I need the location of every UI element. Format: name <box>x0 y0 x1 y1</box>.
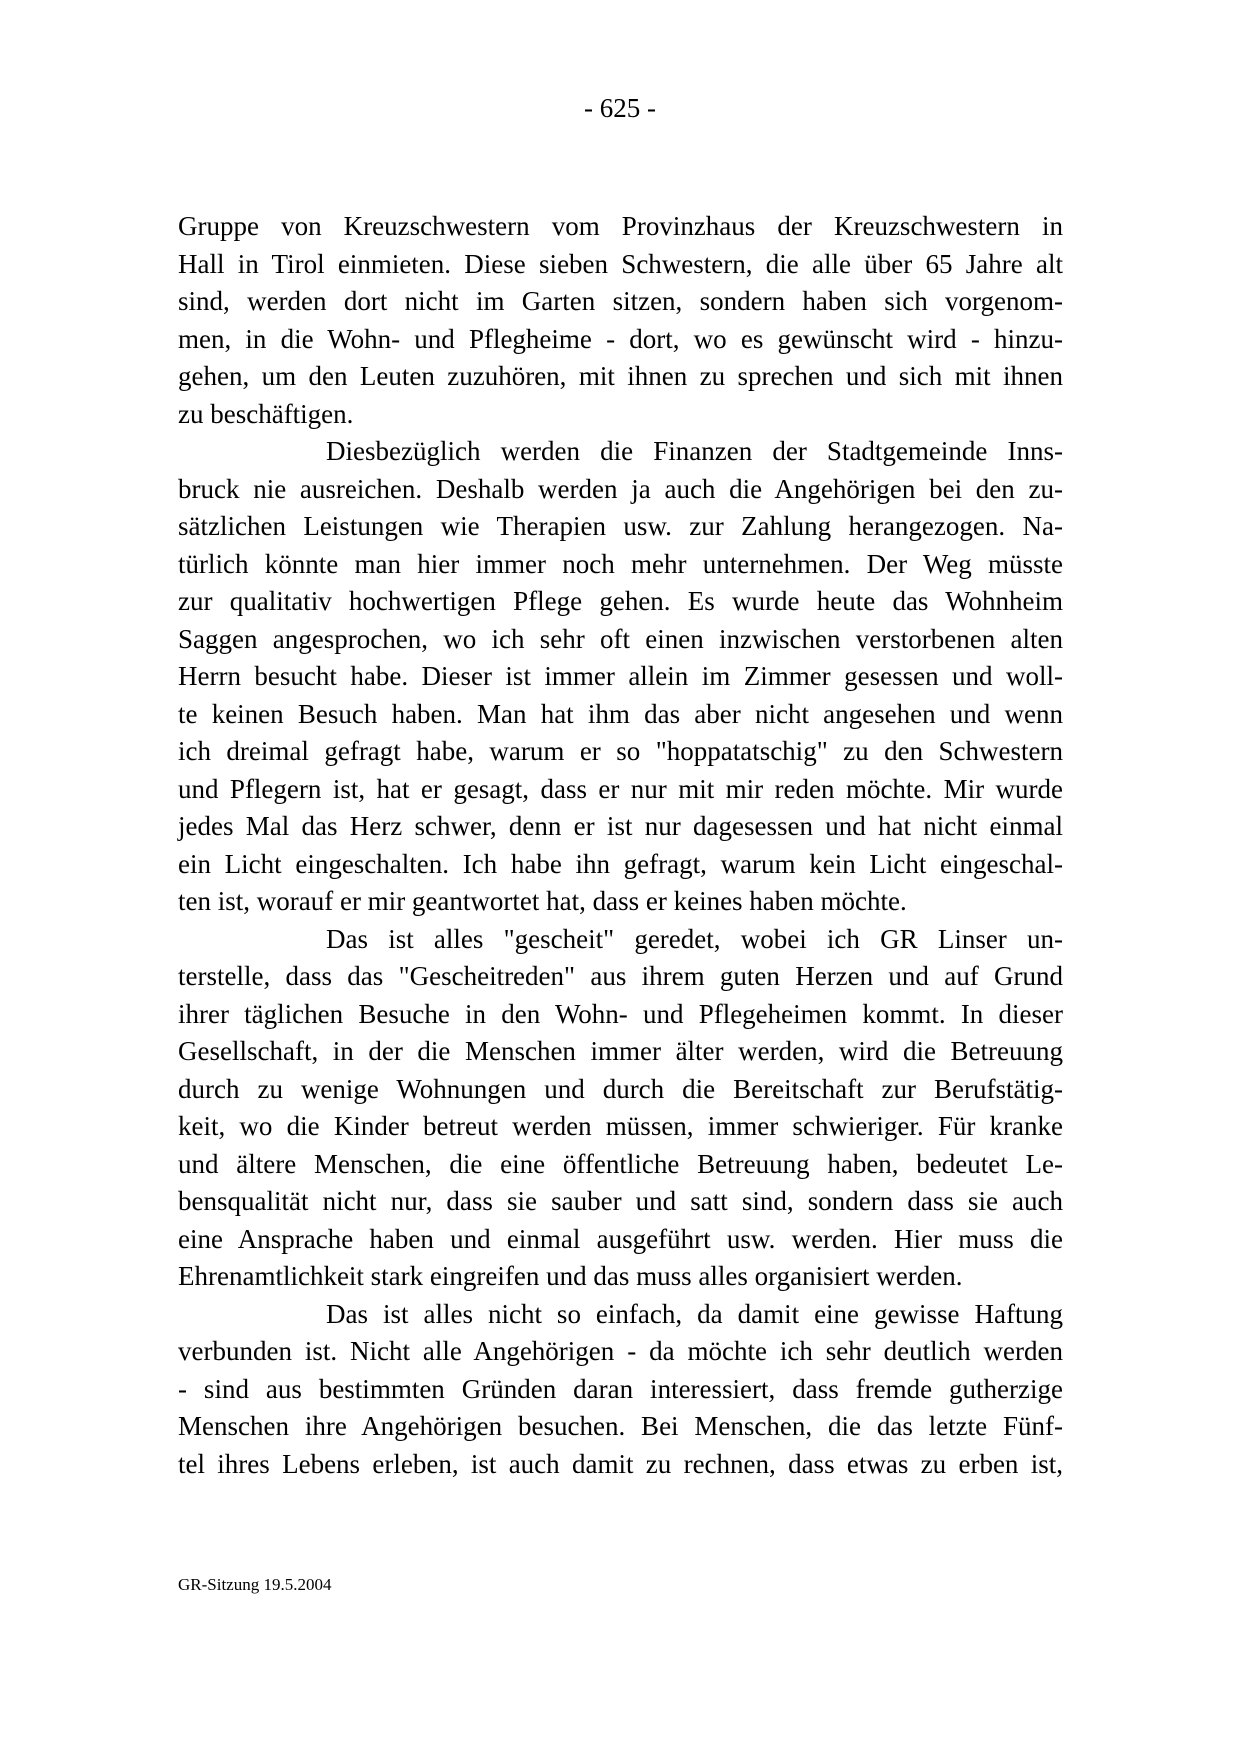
paragraph <box>178 1296 1063 1484</box>
page-number: - 625 - <box>584 93 656 123</box>
text-line: - sind aus bestimmten Gründen daran interessiert, dass fremde gutherzige <box>178 1373 1063 1404</box>
text-line: Menschen ihre Angehörigen besuchen. Bei Menschen, die das letzte Fünf- <box>178 1411 1063 1441</box>
paragraph <box>178 921 1063 1296</box>
text-line: eine Ansprache haben und einmal ausgeführt usw. werden. Hier muss die <box>178 1223 1063 1254</box>
text-line: ein Licht eingeschalten. Ich habe ihn gefragt, warum kein Licht eingeschal- <box>178 848 1063 879</box>
text-line: Das ist alles nicht so einfach, da damit eine gewisse Haftung <box>326 1298 1063 1329</box>
text-line: Hall in Tirol einmieten. Diese sieben Schwestern, die alle über 65 Jahre alt <box>178 248 1063 279</box>
body-text <box>178 208 1063 1483</box>
text-line: ich dreimal gefragt habe, warum er so "hoppatatschig" zu den Schwestern <box>178 736 1063 766</box>
text-line: te keinen Besuch haben. Man hat ihm das aber nicht angesehen und wenn <box>178 698 1063 729</box>
text-line: ihrer täglichen Besuche in den Wohn- und Pflegeheimen kommt. In dieser <box>178 998 1063 1029</box>
text-line: Gruppe von Kreuzschwestern vom Provinzhaus der Kreuzschwestern in <box>178 211 1063 241</box>
text-line: verbunden ist. Nicht alle Angehörigen - da möchte ich sehr deutlich werden <box>178 1336 1063 1366</box>
text-line: ten ist, worauf er mir geantwortet hat, dass er keines haben möchte. <box>178 886 907 916</box>
text-line: durch zu wenige Wohnungen und durch die Bereitschaft zur Berufstätig- <box>178 1073 1063 1104</box>
text-line: türlich könnte man hier immer noch mehr unternehmen. Der Weg müsste <box>178 548 1063 579</box>
paragraph <box>178 208 1063 433</box>
text-line: und ältere Menschen, die eine öffentliche Betreuung haben, bedeutet Le- <box>178 1148 1063 1179</box>
text-line: terstelle, dass das "Gescheitreden" aus ihrem guten Herzen und auf Grund <box>178 961 1063 991</box>
text-line: zur qualitativ hochwertigen Pflege gehen. Es wurde heute das Wohnheim <box>178 586 1063 616</box>
text-line: sätzlichen Leistungen wie Therapien usw. zur Zahlung herangezogen. Na- <box>178 511 1063 541</box>
text-line: tel ihres Lebens erleben, ist auch damit zu rechnen, dass etwas zu erben ist, <box>178 1448 1063 1479</box>
text-line: sind, werden dort nicht im Garten sitzen, sondern haben sich vorgenom- <box>178 286 1063 316</box>
text-line: Gesellschaft, in der die Menschen immer älter werden, wird die Betreuung <box>178 1036 1063 1066</box>
page-footer: GR-Sitzung 19.5.2004 <box>178 1575 332 1594</box>
text-line: men, in die Wohn- und Pflegheime - dort, wo es gewünscht wird - hinzu- <box>178 323 1063 354</box>
text-line: Herrn besucht habe. Dieser ist immer allein im Zimmer gesessen und woll- <box>178 661 1063 691</box>
text-line: gehen, um den Leuten zuzuhören, mit ihnen zu sprechen und sich mit ihnen <box>178 361 1063 391</box>
text-line: bruck nie ausreichen. Deshalb werden ja auch die Angehörigen bei den zu- <box>178 473 1063 504</box>
text-line: Diesbezüglich werden die Finanzen der Stadtgemeinde Inns- <box>326 436 1063 466</box>
text-line: Das ist alles "gescheit" geredet, wobei ich GR Linser un- <box>326 923 1063 954</box>
text-line: und Pflegern ist, hat er gesagt, dass er nur mit mir reden möchte. Mir wurde <box>178 773 1063 804</box>
text-line: zu beschäftigen. <box>178 398 354 429</box>
text-line: bensqualität nicht nur, dass sie sauber und satt sind, sondern dass sie auch <box>178 1186 1063 1216</box>
text-line: keit, wo die Kinder betreut werden müssen, immer schwieriger. Für kranke <box>178 1111 1063 1141</box>
text-line: Saggen angesprochen, wo ich sehr oft einen inzwischen verstorbenen alten <box>178 623 1063 654</box>
text-line: jedes Mal das Herz schwer, denn er ist nur dagesessen und hat nicht einmal <box>178 811 1063 841</box>
paragraph <box>178 433 1063 921</box>
text-line: Ehrenamtlichkeit stark eingreifen und das muss alles organisiert werden. <box>178 1261 963 1291</box>
